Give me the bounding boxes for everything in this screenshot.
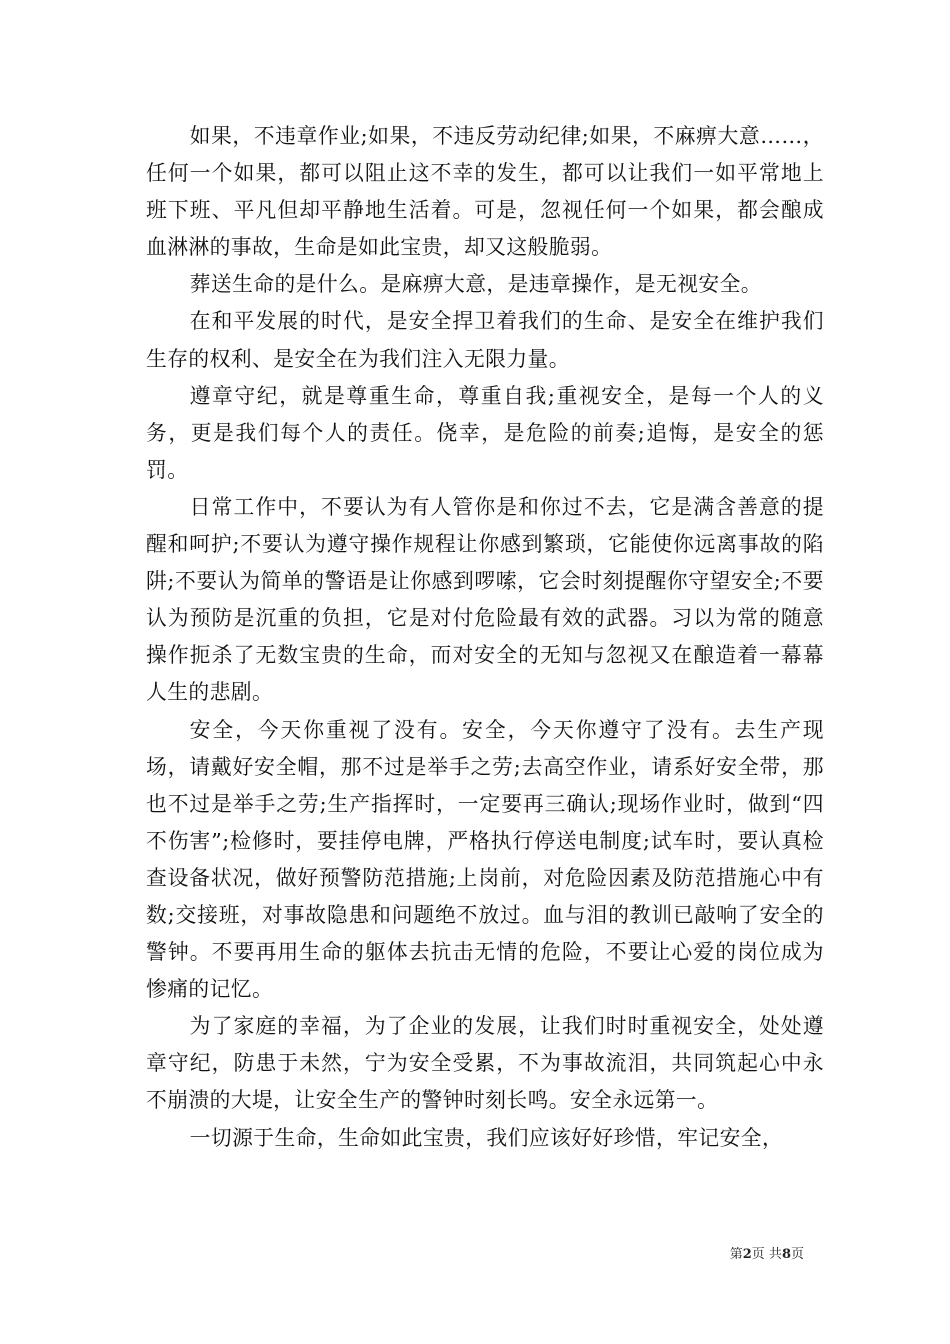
paragraph-1: 如果，不违章作业;如果，不违反劳动纪律;如果，不麻痹大意……，任何一个如果，都可以阻止这不幸的发生，都可以让我们一如平常地上班下班、平凡但却平静地生活着。可是，忽视任何一个如果，都会酿成血淋淋的事故，生命是如此宝贵，却又这般脆弱。 [146, 124, 824, 260]
paragraph-4: 遵章守纪，就是尊重生命，尊重自我;重视安全，是每一个人的义务，更是我们每个人的责任。侥幸，是危险的前奏;追悔，是安全的惩罚。 [146, 383, 824, 482]
footer-prefix: 第 [729, 1247, 743, 1262]
paragraph-2: 葬送生命的是什么。是麻痹大意，是违章操作，是无视安全。 [189, 272, 762, 297]
total-pages-number: 8 [781, 1247, 791, 1262]
paragraph-5: 日常工作中，不要认为有人管你是和你过不去，它是满含善意的提醒和呵护;不要认为遵守操作规程让你感到繁琐，它能使你远离事故的陷阱;不要认为简单的警语是让你感到啰嗦，它会时刻提醒你守望安全;不要认为预防是沉重的负担，它是对付危险最有效的武器。习以为常的随意操作扼杀了无数宝贵的生命，而对安全的无知与忽视又在酿造着一幕幕人生的悲剧。 [146, 494, 824, 705]
paragraph-8: 一切源于生命，生命如此宝贵，我们应该好好珍惜，牢记安全， [189, 1125, 784, 1150]
footer-suffix: 页 [790, 1247, 804, 1262]
paragraph-3: 在和平发展的时代，是安全捍卫着我们的生命、是安全在维护我们生存的权利、是安全在为我们注入无限力量。 [146, 309, 824, 371]
paragraph-6: 安全，今天你重视了没有。安全，今天你遵守了没有。去生产现场，请戴好安全帽，那不过是举手之劳;去高空作业，请系好安全带，那也不过是举手之劳;生产指挥时，一定要再三确认;现场作业时，做到“四不伤害”;检修时，要挂停电牌，严格执行停送电制度;试车时，要认真检查设备状况，做好预警防范措施;上岗前，对危险因素及防范措施心中有数;交接班，对事故隐患和问题绝不放过。血与泪的教训已敲响了安全的警钟。不要再用生命的躯体去抗击无情的危险，不要让心爱的岗位成为惨痛的记忆。 [146, 717, 824, 1002]
document-body [146, 118, 824, 1157]
footer-middle: 页 共 [751, 1247, 782, 1262]
page-footer [730, 1247, 804, 1263]
current-page-number: 2 [742, 1247, 752, 1262]
paragraph-7: 为了家庭的幸福，为了企业的发展，让我们时时重视安全，处处遵章守纪，防患于未然，宁为安全受累，不为事故流泪，共同筑起心中永不崩溃的大堤，让安全生产的警钟时刻长鸣。安全永远第一。 [146, 1014, 824, 1113]
